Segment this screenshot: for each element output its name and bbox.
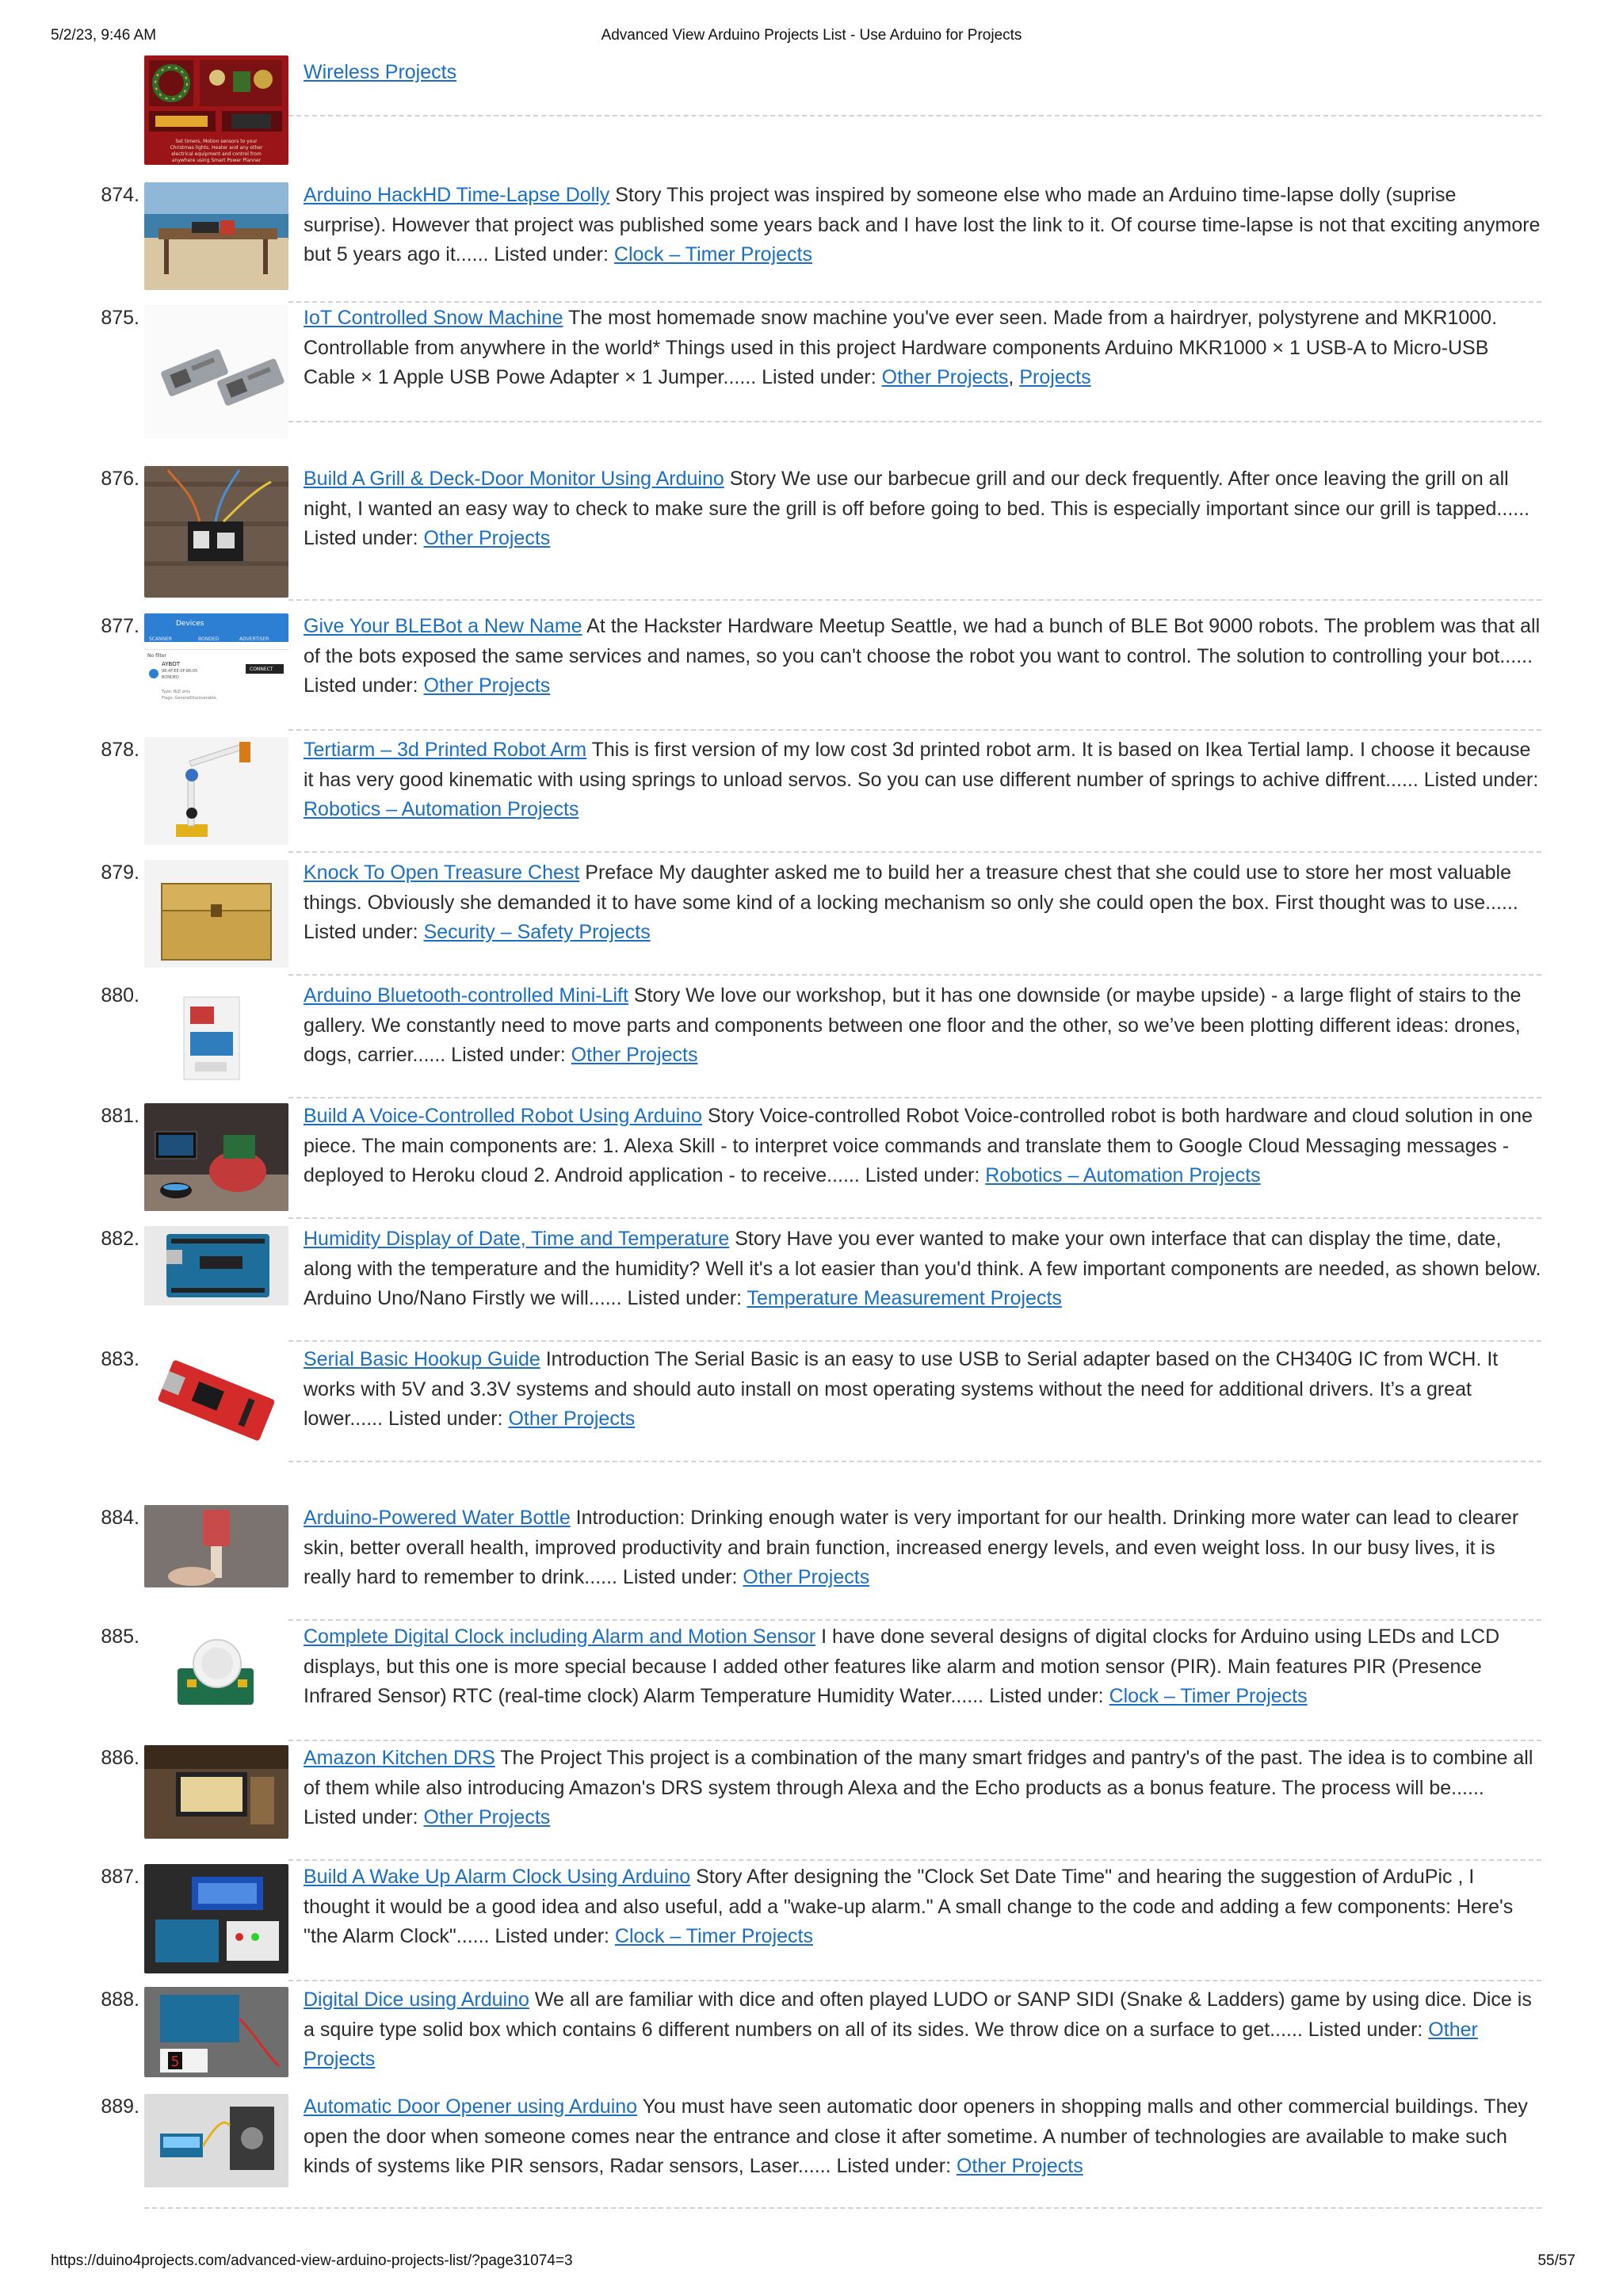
- entry-number: 874.: [101, 184, 139, 206]
- entry-divider: [288, 421, 1541, 422]
- category-link-clock-timer-projects[interactable]: Clock – Timer Projects: [1109, 1685, 1308, 1707]
- entry-number: 885.: [101, 1626, 139, 1648]
- category-link-temperature-measurement-projects[interactable]: Temperature Measurement Projects: [747, 1287, 1062, 1309]
- entry-number: 889.: [101, 2095, 139, 2118]
- project-thumbnail[interactable]: [144, 737, 288, 845]
- ble-tab-advertiser: ADVERTISER: [239, 636, 269, 642]
- project-title-link[interactable]: Knock To Open Treasure Chest: [304, 861, 580, 884]
- entry-number: 876.: [101, 468, 139, 490]
- entry-divider: [288, 599, 1541, 601]
- entry-divider: [288, 301, 1541, 303]
- entry-text: [304, 1862, 1541, 1952]
- category-link-wireless-projects[interactable]: Wireless Projects: [304, 61, 457, 83]
- entry-number: 887.: [101, 1866, 139, 1888]
- list-end-divider: [144, 2207, 1541, 2209]
- project-excerpt: This is first version of my low cost 3d printed robot arm. It is based on Ikea Tertial lamp. I choose it because it has very good kinematic with using springs to unload servos. So you can use different number of springs to achive diffrent...... Listed under:: [304, 739, 1539, 791]
- project-thumbnail[interactable]: [144, 305, 288, 438]
- project-excerpt: Story We use our barbecue grill and our deck frequently. After once leaving the grill on all night, I wanted an easy way to check to make sure the grill is off before going to bed. This is especially important since our grill is tapped...... Listed under:: [304, 468, 1530, 549]
- project-thumbnail[interactable]: [144, 1864, 288, 1973]
- project-title-link[interactable]: Humidity Display of Date, Time and Temperature: [304, 1228, 730, 1250]
- page-number: 55/57: [1537, 2252, 1575, 2269]
- entry-text: [304, 2092, 1541, 2182]
- svg-text:anywhere using Smart Power Pla: anywhere using Smart Power Planner: [171, 158, 262, 163]
- category-link-other-projects[interactable]: Other Projects: [423, 1806, 551, 1828]
- entry-number: 883.: [101, 1348, 139, 1370]
- project-thumbnail[interactable]: [144, 2094, 288, 2187]
- category-separator: ,: [1008, 366, 1020, 388]
- category-link-other-projects[interactable]: Other Projects: [743, 1566, 870, 1588]
- category-link-other-projects[interactable]: Other Projects: [508, 1408, 636, 1430]
- project-title-link[interactable]: Automatic Door Opener using Arduino: [304, 2095, 638, 2118]
- entry-divider: [288, 1461, 1541, 1462]
- ble-filter: No filter: [147, 653, 167, 659]
- category-link-projects[interactable]: Projects: [1019, 366, 1091, 388]
- ble-bar-title: Devices: [176, 620, 204, 628]
- entry-text: [304, 1744, 1541, 1833]
- project-title-link[interactable]: Amazon Kitchen DRS: [304, 1747, 495, 1769]
- project-thumbnail[interactable]: [144, 182, 288, 290]
- svg-text:5: 5: [170, 2053, 180, 2070]
- entry-text: [304, 1503, 1541, 1593]
- entry-text: [304, 181, 1541, 270]
- entry-number: 880.: [101, 984, 139, 1007]
- project-thumbnail[interactable]: [144, 466, 288, 598]
- category-link-other-projects[interactable]: Other Projects: [571, 1044, 698, 1066]
- ble-flags: Flags: GeneralDiscoverable,: [162, 696, 218, 701]
- project-title-link[interactable]: Arduino-Powered Water Bottle: [304, 1507, 571, 1529]
- entry-text: [304, 981, 1541, 1071]
- entry-number: 877.: [101, 615, 139, 637]
- ble-device-mac: 98:4F:EE:0F:86:05: [162, 669, 198, 674]
- entry-text: [304, 1224, 1541, 1314]
- category-link-clock-timer-projects[interactable]: Clock – Timer Projects: [614, 1925, 813, 1947]
- project-excerpt: The most homemade snow machine you've ever seen. Made from a hairdryer, polystyrene and MKR1000. Controllable from anywhere in the world* Things used in this project Hardware components Arduino MKR1000 × 1 USB-A to Micro-USB Cable × 1 Apple USB Powe Adapter × 1 Jumper...... Listed under:: [304, 307, 1498, 388]
- svg-text:electrical equipment and contr: electrical equipment and control from: [171, 151, 262, 157]
- project-excerpt: Introduction The Serial Basic is an easy to use USB to Serial adapter based on the CH340G IC from WCH. It works with 5V and 3.3V systems and should auto install on most operating systems without the need for additional drivers. It’s a great lower...... Listed under:: [304, 1348, 1499, 1430]
- category-link-clock-timer-projects[interactable]: Clock – Timer Projects: [613, 243, 812, 266]
- category-link-other-projects[interactable]: Other Projects: [881, 366, 1009, 388]
- category-link-other-projects[interactable]: Other Projects: [304, 2018, 1478, 2070]
- project-title-link[interactable]: Build A Grill & Deck-Door Monitor Using Arduino: [304, 468, 724, 490]
- project-excerpt: The Project This project is a combination of the many smart fridges and pantry's of the past. The idea is to combine all of them while also introducing Amazon's DRS system through Alexa and the Echo products as a bonus feature. The process will be...... Listed under:: [304, 1747, 1533, 1828]
- project-title-link[interactable]: Tertiarm – 3d Printed Robot Arm: [304, 739, 587, 761]
- project-title-link[interactable]: Build A Wake Up Alarm Clock Using Arduino: [304, 1866, 691, 1888]
- entry-text: [304, 1622, 1541, 1712]
- project-thumbnail[interactable]: [144, 1347, 288, 1454]
- project-thumbnail[interactable]: [144, 613, 288, 721]
- entry-number: 879.: [101, 861, 139, 884]
- svg-text:Christmas lights, Heater and a: Christmas lights, Heater and any other: [170, 145, 263, 151]
- entry-text: [304, 612, 1541, 701]
- project-title-link[interactable]: Serial Basic Hookup Guide: [304, 1348, 540, 1370]
- project-title-link[interactable]: Arduino Bluetooth-controlled Mini-Lift: [304, 984, 628, 1007]
- project-excerpt: Preface My daughter asked me to build her a treasure chest that she could use to store her most valuable things. Obviously she demanded it to have some kind of a locking mechanism so only she could open the box. First thought was to use...... Listed under:: [304, 861, 1518, 943]
- project-title-link[interactable]: Build A Voice-Controlled Robot Using Arduino: [304, 1105, 703, 1127]
- print-page-title: Advanced View Arduino Projects List - Use Arduino for Projects: [601, 27, 1022, 44]
- project-excerpt: You must have seen automatic door openers in shopping malls and other commercial buildings. They open the door when someone comes near the entrance and close it after sometime. A number of technologies are available to make such kinds of systems like PIR sensors, Radar sensors, Laser...... Listed under:: [304, 2095, 1528, 2177]
- entry-text: [304, 858, 1541, 948]
- entry-divider: [288, 1859, 1541, 1861]
- ble-connect-button: CONNECT: [250, 667, 273, 672]
- project-title-link[interactable]: Arduino HackHD Time-Lapse Dolly: [304, 184, 610, 206]
- ble-device-name: AYBOT: [162, 661, 180, 667]
- project-excerpt: Story We love our workshop, but it has one downside (or maybe upside) - a large flight of stairs to the gallery. We constantly need to move parts and components between one floor and the other, so we’ve been plotting different ideas: drones, dogs, carrier...... Listed under:: [304, 984, 1522, 1066]
- entry-divider: [288, 1619, 1541, 1621]
- project-thumbnail[interactable]: [144, 860, 288, 968]
- category-link-security-safety-projects[interactable]: Security – Safety Projects: [423, 921, 651, 943]
- project-title-link[interactable]: IoT Controlled Snow Machine: [304, 307, 563, 329]
- entry-number: 875.: [101, 307, 139, 329]
- project-excerpt: Story Have you ever wanted to make your own interface that can display the time, date, along with the temperature and the humidity? Well it's a lot easier than you'd think. A few important components are needed, as shown below. Arduino Uno/Nano Firstly we will...... Listed under:: [304, 1228, 1541, 1309]
- category-link-other-projects[interactable]: Other Projects: [423, 674, 551, 697]
- entry-text: [304, 304, 1541, 393]
- entry-number: 882.: [101, 1228, 139, 1250]
- print-url: https://duino4projects.com/advanced-view-arduino-projects-list/?page31074=3: [51, 2252, 573, 2269]
- entry-divider: [288, 1217, 1541, 1219]
- category-link-other-projects[interactable]: Other Projects: [956, 2155, 1083, 2177]
- entry-divider: [288, 1980, 1541, 1981]
- entry-text: [304, 464, 1541, 554]
- entry-divider: [288, 851, 1541, 853]
- ble-tab-bonded: BONDED: [198, 636, 220, 642]
- project-excerpt: Story This project was inspired by someone else who made an Arduino time-lapse dolly (suprise surprise). However that project was published some years back and I have lost the link to it. Of course time-lapse is not that exciting anymore but 5 years ago it...... Listed under:: [304, 184, 1541, 266]
- entry-divider: [288, 1340, 1541, 1342]
- category-link-robotics-automation-projects[interactable]: Robotics – Automation Projects: [304, 798, 579, 820]
- entry-text: [304, 1102, 1541, 1191]
- entry-divider: [288, 729, 1541, 731]
- entry-divider: [288, 974, 1541, 976]
- project-excerpt: We all are familiar with dice and often played LUDO or SANP SIDI (Snake & Ladders) game by using dice. Dice is a squire type solid box which contains 6 different numbers on all of its sides. We throw dice on a surface to get...... Listed under:: [304, 1988, 1532, 2041]
- ble-device-state: BONDED: [162, 675, 179, 680]
- project-title-link[interactable]: Give Your BLEBot a New Name: [304, 615, 582, 637]
- project-excerpt: I have done several designs of digital clocks for Arduino using LEDs and LCD displays, but this one is more special because I added other features like alarm and motion sensor (PIR). Main features PIR (Presence Infrared Sensor) RTC (real-time clock) Alarm Temperature Humidity Water...... Listed under:: [304, 1626, 1500, 1707]
- project-thumbnail[interactable]: [144, 1226, 288, 1305]
- ble-tab-scanner: SCANNER: [149, 636, 173, 642]
- category-link-other-projects[interactable]: Other Projects: [423, 527, 551, 549]
- entry-number: 878.: [101, 739, 139, 761]
- entry-divider: [288, 1740, 1541, 1741]
- entry-text: [304, 1985, 1541, 2075]
- entry-number: 888.: [101, 1988, 139, 2011]
- project-excerpt: Story Voice-controlled Robot Voice-controlled robot is both hardware and cloud solution in one piece. The main components are: 1. Alexa Skill - to interpret voice commands and translate them to Google Cloud Messaging messages - deployed to Heroku cloud 2. Android application - to receive...... Listed under:: [304, 1105, 1533, 1186]
- svg-text:Set timers, Motion sensors to: Set timers, Motion sensors to your: [175, 139, 258, 144]
- entry-text: [304, 735, 1541, 825]
- entry-number: 881.: [101, 1105, 139, 1127]
- project-thumbnail[interactable]: [144, 1103, 288, 1211]
- entry-number: 884.: [101, 1507, 139, 1529]
- entry-number: 886.: [101, 1747, 139, 1769]
- project-thumbnail[interactable]: [144, 1624, 288, 1732]
- project-excerpt: At the Hackster Hardware Meetup Seattle, we had a bunch of BLE Bot 9000 robots. The problem was that all of the bots exposed the same services and names, so you can't choose the robot you want to control. The solution to controlling your bot...... Listed under:: [304, 615, 1541, 697]
- entry-divider: [288, 1097, 1541, 1098]
- ble-type: Type: BLE only: [162, 690, 191, 694]
- project-thumbnail[interactable]: [144, 1987, 288, 2077]
- project-thumbnail[interactable]: [144, 1505, 288, 1587]
- print-date: 5/2/23, 9:46 AM: [51, 27, 157, 44]
- project-thumbnail[interactable]: [144, 1745, 288, 1839]
- project-excerpt: Introduction: Drinking enough water is very important for our health. Drinking more water can lead to clearer skin, better overall health, improved productivity and brain function, increased energy levels, and even weight loss. In our busy lives, it is really hard to remember to drink...... Listed under:: [304, 1507, 1519, 1588]
- project-title-link[interactable]: Digital Dice using Arduino: [304, 1988, 529, 2011]
- project-title-link[interactable]: Complete Digital Clock including Alarm and Motion Sensor: [304, 1626, 816, 1648]
- entry-text: [304, 1345, 1541, 1435]
- project-thumbnail[interactable]: [144, 983, 288, 1091]
- project-excerpt: Story After designing the "Clock Set Date Time" and hearing the suggestion of ArduPic , I thought it would be a good idea and also useful, add a "wake-up alarm." A small change to the code and adding a few components: Here's "the Alarm Clock"...... Listed under:: [304, 1866, 1514, 1947]
- category-link-robotics-automation-projects[interactable]: Robotics – Automation Projects: [985, 1164, 1261, 1186]
